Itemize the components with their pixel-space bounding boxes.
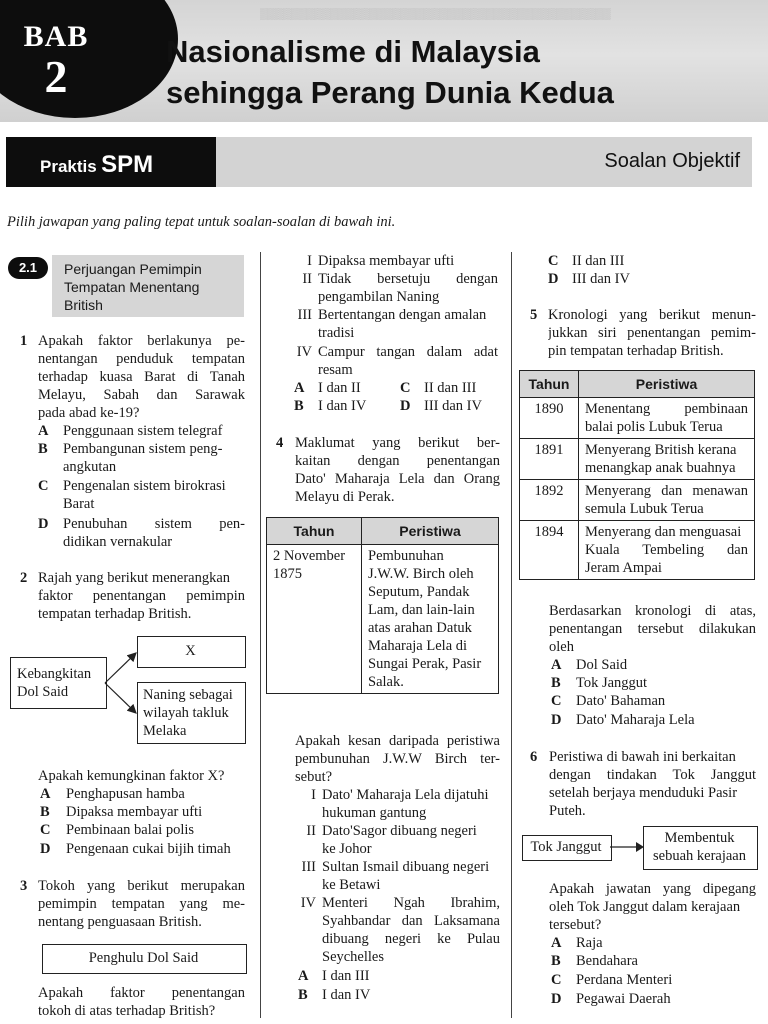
question-number: 5 (530, 307, 538, 323)
table-row (520, 480, 755, 521)
instruction: Pilih jawapan yang paling tepat untuk soalan-soalan di bawah ini. (7, 214, 396, 230)
option-letter[interactable]: D (400, 398, 411, 414)
option-letter[interactable]: B (294, 398, 304, 414)
option-letter[interactable]: A (551, 657, 562, 673)
statement-text: Dato' Maharaja Lela dijatuhi (322, 787, 489, 803)
option-text[interactable]: Bendahara (576, 953, 638, 969)
question-text: pembunuhan J.W.W Birch ter- (295, 751, 500, 767)
question-text: jukkan siri penentangan pemim- (548, 325, 756, 341)
option-letter[interactable]: B (38, 441, 48, 457)
statement-number: I (307, 253, 312, 269)
option-letter[interactable]: C (40, 822, 51, 838)
question-text: pada abad ke-19? (38, 405, 140, 421)
option-letter[interactable]: C (551, 972, 562, 988)
diagram-text: X (185, 643, 196, 659)
section-title-line: Perjuangan Pemimpin (64, 261, 202, 277)
question-text: pemimpin tempatan yang me- (38, 896, 245, 912)
question-number: 6 (530, 749, 538, 765)
statement-text: pengambilan Naning (318, 289, 440, 305)
option-text[interactable]: Tok Janggut (576, 675, 648, 691)
option-letter[interactable]: B (551, 953, 561, 969)
option-text[interactable]: angkutan (63, 459, 117, 475)
question-text: pin tempatan terhadap British. (548, 343, 724, 359)
option-text[interactable]: Barat (63, 496, 95, 512)
statement-number: II (306, 823, 316, 839)
chapter-number: 2 (44, 51, 68, 102)
diagram-text: wilayah takluk (143, 705, 229, 721)
column-divider-2 (511, 252, 512, 1018)
option-text[interactable]: Pegawai Daerah (576, 991, 671, 1007)
practice-word: Praktis (40, 157, 97, 176)
option-letter[interactable]: A (38, 423, 49, 439)
table-cell-event: Menentang pembinaan balai polis Lubuk Terua (579, 398, 755, 439)
column-divider-1 (260, 252, 261, 1018)
statement-text: Campur tangan dalam adat (318, 344, 498, 360)
table-cell-year: 1891 (520, 439, 579, 480)
question-text: Peristiwa di bawah ini berkaitan (549, 749, 736, 765)
option-letter[interactable]: B (40, 804, 50, 820)
diagram-arrows (104, 645, 140, 725)
table-header-year: Tahun (520, 371, 579, 398)
diagram-text: Dol Said (17, 684, 69, 700)
question-text: tokoh di atas terhadap British? (38, 1003, 216, 1019)
statement-text: Dipaksa membayar ufti (318, 253, 455, 269)
question-text: Puteh. (549, 803, 586, 819)
option-letter[interactable]: D (40, 841, 51, 857)
statement-text: Sultan Ismail dibuang negeri (322, 859, 490, 875)
question-text: Dato' Maharaja Lela dan Orang (295, 471, 500, 487)
diagram-arrow (610, 840, 644, 854)
statement-text: ke Johor (322, 841, 372, 857)
diagram-text: Tok Janggut (530, 839, 602, 855)
table-cell-year: 2 November 1875 (267, 545, 362, 694)
option-text[interactable]: Dipaksa membayar ufti (66, 804, 203, 820)
table-row (267, 545, 499, 694)
option-letter[interactable]: C (400, 380, 411, 396)
chapter-title-line1: Nasionalisme di Malaysia (166, 34, 540, 69)
option-letter[interactable]: D (38, 516, 49, 532)
option-text[interactable]: Pembinaan balai polis (66, 822, 195, 838)
statement-text: Syahbandar dan Laksamana (322, 913, 500, 929)
table-row (520, 521, 755, 580)
spm-word: SPM (101, 151, 154, 178)
option-text[interactable]: II dan III (424, 380, 477, 396)
question-number: 1 (20, 333, 28, 349)
option-letter[interactable]: C (38, 478, 49, 494)
chronology-table (519, 370, 755, 580)
question-text: setelah berjaya menduduki Pasir (549, 785, 738, 801)
question-number: 4 (276, 435, 284, 451)
question-number: 2 (20, 570, 28, 586)
table-cell-year: 1894 (520, 521, 579, 580)
statement-text: hukuman gantung (322, 805, 427, 821)
question-text: Melayu di Perak. (295, 489, 395, 505)
table-cell-event: Pembunuhan J.W.W. Birch oleh Seputum, Pandak Lam, dan lain-lain atas arahan Datuk Maharaja Lela di Sungai Perak, Pasir Salak. (362, 545, 499, 694)
option-letter[interactable]: B (298, 987, 308, 1003)
option-text[interactable]: III dan IV (572, 271, 630, 287)
option-text[interactable]: Pembangunan sistem peng- (63, 441, 223, 457)
question-text: penentangan tersebut dilakukan (549, 621, 756, 637)
table-cell-event: Menyerang British kerana menangkap anak buahnya (579, 439, 755, 480)
statement-text: dibuang negeri ke Pulau (322, 931, 500, 947)
question-text: Maklumat yang berikut ber- (295, 435, 500, 451)
option-letter[interactable]: A (294, 380, 305, 396)
option-text[interactable]: Pengenaan cukai bijih timah (66, 841, 231, 857)
question-text: sebut? (295, 769, 333, 785)
question-text: Apakah jawatan yang dipegang (549, 881, 756, 897)
option-text[interactable]: I dan II (318, 380, 361, 396)
practice-label (40, 151, 153, 179)
question-text: nentang penguasaan British. (38, 914, 202, 930)
option-letter[interactable]: A (298, 968, 309, 984)
background-texture: ▒▒▒▒▒▒▒▒▒▒▒▒▒▒▒▒▒▒▒▒▒▒▒▒▒▒▒▒▒▒▒▒▒▒▒▒▒▒▒▒▒▒▒▒▒ (260, 8, 611, 20)
question-text: tersebut? (549, 917, 602, 933)
option-text[interactable]: Dol Said (576, 657, 628, 673)
event-table (266, 517, 499, 694)
option-text[interactable]: I dan IV (318, 398, 367, 414)
statement-number: IV (296, 344, 312, 360)
diagram-text: Melaka (143, 723, 187, 739)
question-text: faktor penentangan pemimpin (38, 588, 245, 604)
statement-text: Seychelles (322, 949, 385, 965)
table-cell-event: Menyerang dan menguasai Kuala Tembeling dan Jeram Ampai (579, 521, 755, 580)
question-number: 3 (20, 878, 28, 894)
question-text: Apakah faktor berlakunya pe- (38, 333, 245, 349)
question-text: oleh (549, 639, 574, 655)
table-header-year: Tahun (267, 518, 362, 545)
option-letter[interactable]: D (551, 991, 562, 1007)
question-text: tempatan terhadap British. (38, 606, 192, 622)
option-text[interactable]: Pengenalan sistem birokrasi (63, 478, 226, 494)
question-text: Apakah faktor penentangan (38, 985, 245, 1001)
question-text: Apakah kesan daripada peristiwa (295, 733, 500, 749)
table-header-event: Peristiwa (579, 371, 755, 398)
statement-number: IV (300, 895, 316, 911)
section-title-line: Tempatan Menentang (64, 279, 200, 295)
option-text[interactable]: I dan IV (322, 987, 371, 1003)
question-text: Rajah yang berikut menerangkan (38, 570, 231, 586)
statement-number: II (302, 271, 312, 287)
option-text[interactable]: Penggunaan sistem telegraf (63, 423, 223, 439)
option-text[interactable]: Penghapusan hamba (66, 786, 185, 802)
statement-text: tradisi (318, 325, 355, 341)
diagram-text: Kebangkitan (17, 666, 92, 682)
table-row (520, 439, 755, 480)
question-text: oleh Tok Janggut dalam kerajaan (549, 899, 741, 915)
question-text: nentangan penduduk tempatan (38, 351, 245, 367)
option-letter[interactable]: D (551, 712, 562, 728)
option-text[interactable]: Raja (576, 935, 603, 951)
question-text: kaitan dengan penentangan (295, 453, 500, 469)
statement-text: Menteri Ngah Ibrahim, (322, 895, 500, 911)
statement-text: Dato'Sagor dibuang negeri (322, 823, 477, 839)
option-text[interactable]: Dato' Bahaman (576, 693, 666, 709)
question-type: Soalan Objektif (604, 150, 740, 172)
table-cell-year: 1892 (520, 480, 579, 521)
table-header-event: Peristiwa (362, 518, 499, 545)
option-letter[interactable]: B (551, 675, 561, 691)
chapter-label: BAB (23, 20, 89, 53)
option-letter[interactable]: C (551, 693, 562, 709)
question-text: Berdasarkan kronologi di atas, (549, 603, 756, 619)
name-box-text: Penghulu Dol Said (88, 950, 199, 966)
option-text[interactable]: II dan III (572, 253, 625, 269)
option-text[interactable]: Penubuhan sistem pen- (63, 516, 245, 532)
option-letter[interactable]: A (40, 786, 51, 802)
question-text: Tokoh yang berikut merupakan (38, 878, 245, 894)
option-text[interactable]: Perdana Menteri (576, 972, 673, 988)
option-letter[interactable]: A (551, 935, 562, 951)
chapter-title-line2: sehingga Perang Dunia Kedua (166, 75, 614, 110)
statement-text: Tidak bersetuju dengan (318, 271, 498, 287)
table-row (520, 398, 755, 439)
section-title-line: British (64, 297, 103, 313)
question-text: Kronologi yang berikut menun- (548, 307, 756, 323)
question-text: Apakah kemungkinan faktor X? (38, 768, 225, 784)
table-cell-year: 1890 (520, 398, 579, 439)
statement-number: I (311, 787, 316, 803)
question-text: dengan tindakan Tok Janggut (549, 767, 756, 783)
option-letter[interactable]: D (548, 271, 559, 287)
diagram-text: sebuah kerajaan (653, 848, 746, 864)
statement-text: ke Betawi (322, 877, 381, 893)
option-letter[interactable]: C (548, 253, 559, 269)
diagram-text: Naning sebagai (143, 687, 233, 703)
statement-text: Bertentangan dengan amalan (318, 307, 487, 323)
option-text[interactable]: Dato' Maharaja Lela (576, 712, 695, 728)
statement-text: resam (318, 362, 353, 378)
statement-number: III (297, 307, 312, 323)
diagram-text: Membentuk (664, 830, 735, 846)
question-text: terhadap kuasa Barat di Tanah (38, 369, 245, 385)
question-text: Melayu, Sabah dan Sarawak (38, 387, 245, 403)
section-number: 2.1 (8, 257, 48, 279)
option-text[interactable]: I dan III (322, 968, 370, 984)
option-text[interactable]: III dan IV (424, 398, 482, 414)
option-text[interactable]: didikan vernakular (63, 534, 173, 550)
statement-number: III (301, 859, 316, 875)
table-cell-event: Menyerang dan menawan semula Lubuk Terua (579, 480, 755, 521)
